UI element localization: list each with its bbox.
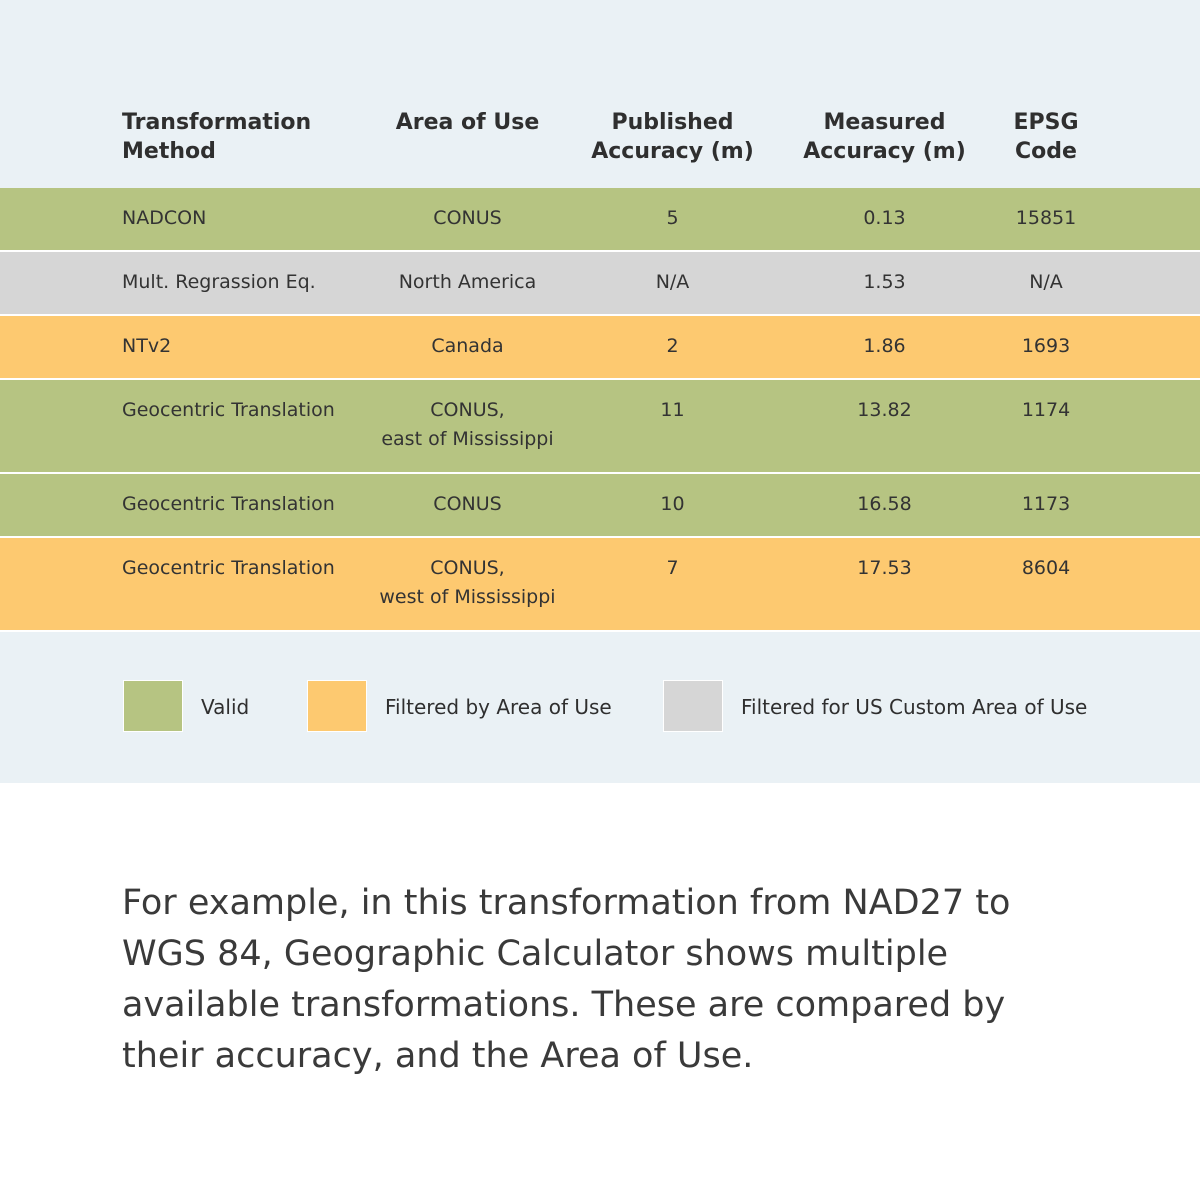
cell-published-accuracy: 2	[666, 335, 679, 357]
header-measured-accuracy: Measured Accuracy (m)	[803, 110, 966, 164]
table-row	[0, 188, 1200, 252]
table-row	[0, 316, 1200, 380]
cell-measured-accuracy: 13.82	[857, 399, 912, 421]
legend-label-filtered-area: Filtered by Area of Use	[385, 695, 612, 719]
cell-method: NTv2	[122, 335, 172, 357]
cell-epsg-code: 8604	[1021, 557, 1071, 579]
cell-epsg-code: 1693	[1021, 335, 1071, 357]
cell-epsg-code: N/A	[1029, 271, 1063, 293]
cell-area-of-use: CONUS	[433, 207, 502, 229]
cell-method: Geocentric Translation	[122, 493, 335, 515]
header-epsg-code: EPSG Code	[1013, 110, 1079, 164]
legend-label-valid: Valid	[201, 695, 250, 719]
header-transformation-method: Transformation Method	[122, 110, 312, 164]
cell-method: NADCON	[122, 207, 207, 229]
legend-label-filtered-custom: Filtered for US Custom Area of Use	[741, 695, 1088, 719]
legend-swatch-filtered-custom	[663, 680, 723, 732]
cell-measured-accuracy: 17.53	[857, 557, 912, 579]
cell-published-accuracy: 5	[666, 207, 679, 229]
cell-method: Geocentric Translation	[122, 399, 335, 421]
legend	[0, 680, 1200, 732]
cell-epsg-code: 1173	[1021, 493, 1071, 515]
header-area-of-use: Area of Use	[395, 110, 540, 135]
cell-method: Mult. Regrassion Eq.	[122, 271, 316, 293]
table-row	[0, 538, 1200, 632]
cell-area-of-use: CONUS, west of Mississippi	[379, 557, 556, 608]
table-row	[0, 252, 1200, 316]
cell-published-accuracy: 11	[660, 399, 685, 421]
cell-published-accuracy: 10	[660, 493, 685, 515]
table-header	[0, 108, 1200, 186]
cell-area-of-use: CONUS	[433, 493, 502, 515]
header-published-accuracy: Published Accuracy (m)	[591, 110, 754, 164]
cell-measured-accuracy: 1.53	[863, 271, 906, 293]
legend-swatch-valid	[123, 680, 183, 732]
cell-published-accuracy: 7	[666, 557, 679, 579]
cell-epsg-code: 15851	[1015, 207, 1077, 229]
table-row	[0, 380, 1200, 474]
cell-area-of-use: Canada	[431, 335, 504, 357]
cell-measured-accuracy: 1.86	[863, 335, 906, 357]
cell-area-of-use: North America	[398, 271, 537, 293]
cell-published-accuracy: N/A	[655, 271, 690, 293]
cell-area-of-use: CONUS, east of Mississippi	[381, 399, 554, 450]
caption-paragraph: For example, in this transformation from NAD27 to WGS 84, Geographic Calculator shows multiple available transformations. These are compared by their accuracy, and the Area of Use.	[122, 883, 1011, 1076]
legend-swatch-filtered-area	[307, 680, 367, 732]
cell-method: Geocentric Translation	[122, 557, 335, 579]
table-body	[0, 188, 1200, 632]
cell-measured-accuracy: 16.58	[857, 493, 912, 515]
table-row	[0, 474, 1200, 538]
cell-epsg-code: 1174	[1021, 399, 1071, 421]
cell-measured-accuracy: 0.13	[863, 207, 906, 229]
